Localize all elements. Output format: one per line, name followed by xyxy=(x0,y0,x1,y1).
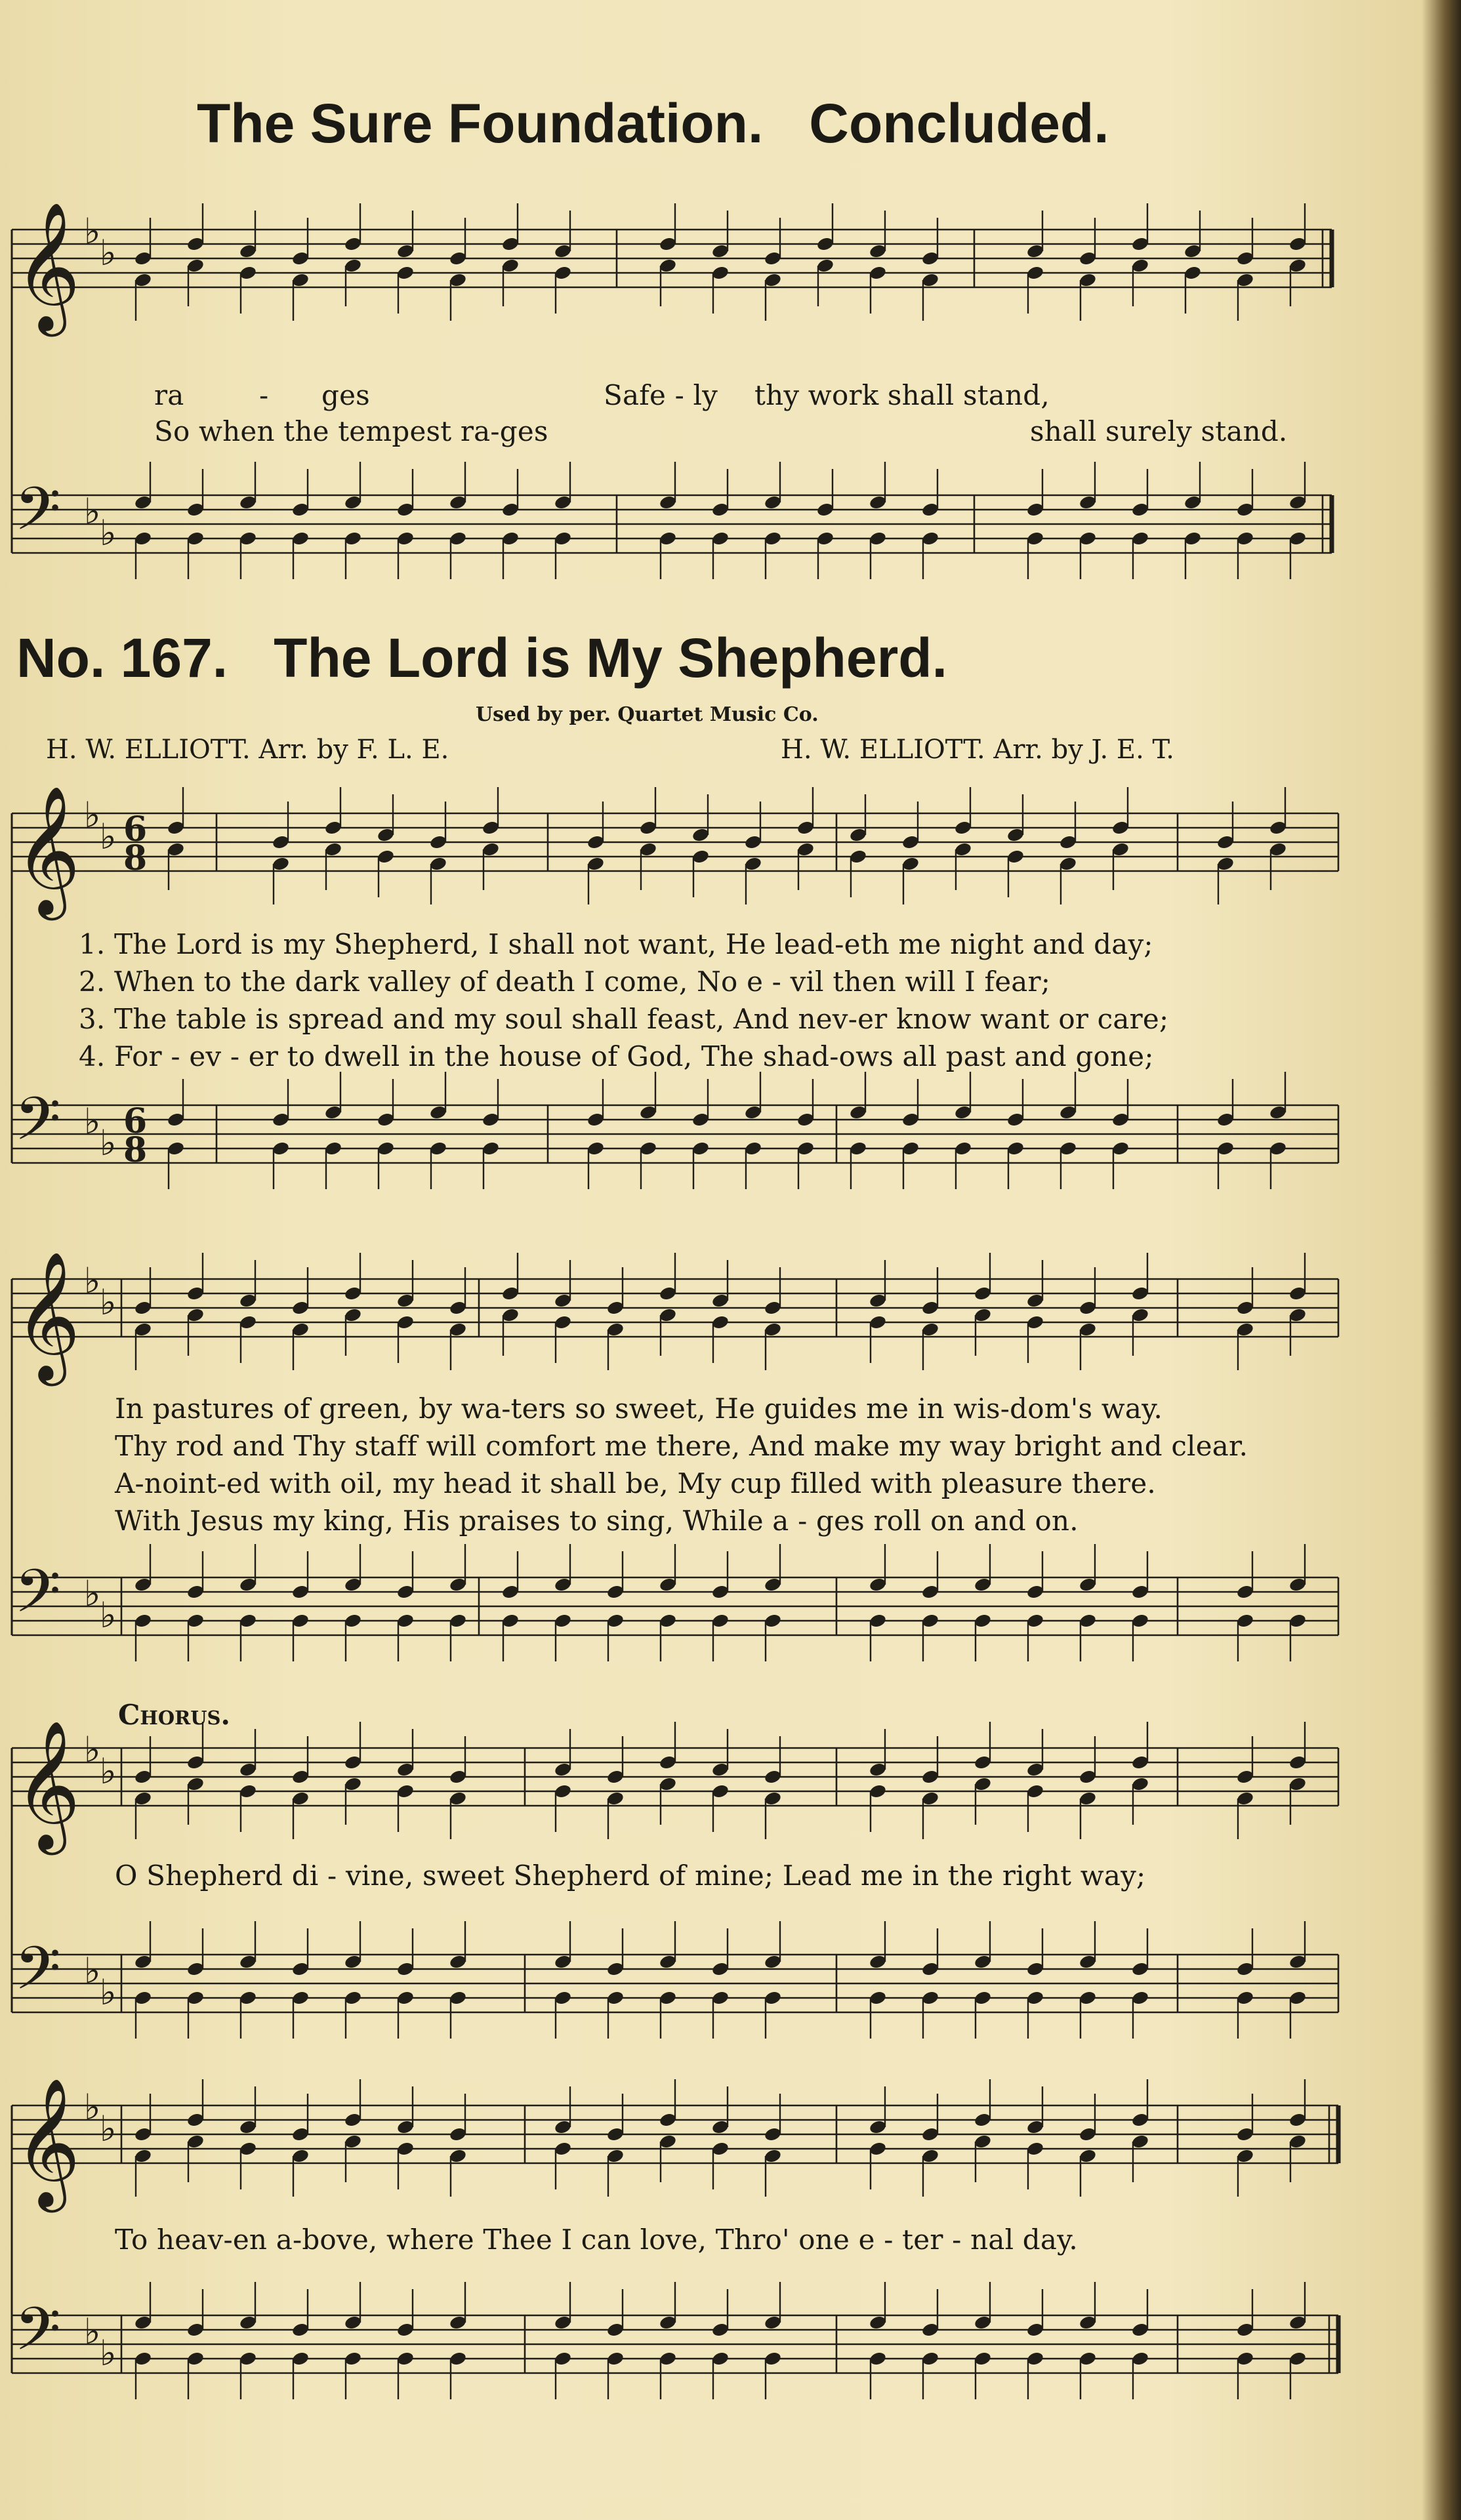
verse-2-line-1: 2. When to the dark valley of death I come, No e - vil then will I fear; xyxy=(79,965,1051,998)
bass-clef-2: 𝄢 xyxy=(14,1556,61,1640)
flat-sign-2t-1: ♭ xyxy=(100,1282,117,1323)
flat-sign-3b-0: ♭ xyxy=(84,1950,101,1991)
music-credit: H. W. ELLIOTT. Arr. by J. E. T. xyxy=(781,735,1175,765)
chorus-label: Chorus. xyxy=(118,1699,231,1731)
verse-3-line-1: 3. The table is spread and my soul shall feast, And nev-er know want or care; xyxy=(79,1003,1169,1035)
flat-sign-0t-0: ♭ xyxy=(84,211,101,252)
concluded-lyric-dash: - xyxy=(259,379,269,411)
flat-sign-3t-0: ♭ xyxy=(84,1729,101,1770)
bass-clef-3: 𝄢 xyxy=(14,1934,61,2018)
verse-4-line-1: 4. For - ev - er to dwell in the house of God, The shad-ows all past and gone; xyxy=(79,1040,1154,1072)
flat-sign-1t-1: ♭ xyxy=(100,816,117,857)
verse-1-line-1: 1. The Lord is my Shepherd, I shall not want, He lead-eth me night and day; xyxy=(79,928,1153,960)
time-signature-digit-1t-0: 6 xyxy=(123,809,148,849)
bass-clef-1: 𝄢 xyxy=(14,1084,61,1168)
staff-1-treble xyxy=(12,813,1338,871)
concluded-lyric-safely: Safe - ly xyxy=(604,379,718,411)
flat-sign-1t-0: ♭ xyxy=(84,794,101,836)
flat-sign-2t-0: ♭ xyxy=(84,1260,101,1301)
flat-sign-0b-1: ♭ xyxy=(100,512,117,554)
hymn-number: No. 167. xyxy=(16,627,228,689)
hymn-heading xyxy=(16,626,947,690)
concluded-title-song: The Sure Foundation. xyxy=(197,92,764,154)
treble-clef-0: 𝄞 xyxy=(14,201,81,331)
verse-4-line-2: With Jesus my king, His praises to sing, While a - ges roll on and on. xyxy=(115,1505,1079,1537)
flat-sign-1b-0: ♭ xyxy=(84,1101,101,1142)
time-signature-digit-1b-1: 8 xyxy=(123,1130,148,1170)
treble-clef-2: 𝄞 xyxy=(14,1251,81,1381)
flat-sign-4t-0: ♭ xyxy=(84,2086,101,2128)
flat-sign-4t-1: ♭ xyxy=(100,2108,117,2149)
time-signature-digit-1b-0: 6 xyxy=(123,1101,148,1141)
time-signature-digit-1t-1: 8 xyxy=(123,838,148,878)
staff-1-bass xyxy=(12,1105,1338,1163)
flat-sign-0t-1: ♭ xyxy=(100,232,117,274)
concluded-lyric-ges: ges xyxy=(321,379,370,411)
hymn-title: The Lord is My Shepherd. xyxy=(274,627,947,689)
concluded-title-label: Concluded. xyxy=(809,92,1109,154)
words-credit: H. W. ELLIOTT. Arr. by F. L. E. xyxy=(46,735,449,765)
verse-1-line-2: In pastures of green, by wa-ters so sweet, He guides me in wis-dom's way. xyxy=(115,1392,1163,1425)
concluded-lyric-tempest: So when the tempest ra-ges xyxy=(154,415,548,447)
flat-sign-3t-1: ♭ xyxy=(100,1751,117,1792)
flat-sign-1b-1: ♭ xyxy=(100,1122,117,1164)
flat-sign-3b-1: ♭ xyxy=(100,1972,117,2013)
chorus-line-2: To heav-en a-bove, where Thee I can love, Thro' one e - ter - nal day. xyxy=(115,2224,1078,2256)
verse-3-line-2: A-noint-ed with oil, my head it shall be, My cup filled with pleasure there. xyxy=(115,1467,1156,1499)
treble-clef-3: 𝄞 xyxy=(14,1720,81,1850)
bass-clef-0: 𝄢 xyxy=(14,474,61,558)
flat-sign-2b-1: ♭ xyxy=(100,1595,117,1636)
chorus-line-1: O Shepherd di - vine, sweet Shepherd of mine; Lead me in the right way; xyxy=(115,1860,1146,1892)
verse-2-line-2: Thy rod and Thy staff will comfort me there, And make my way bright and clear. xyxy=(115,1430,1248,1462)
bass-clef-4: 𝄢 xyxy=(14,2294,61,2378)
concluded-lyric-ra: ra xyxy=(154,379,184,411)
flat-sign-2b-0: ♭ xyxy=(84,1573,101,1614)
flat-sign-0b-0: ♭ xyxy=(84,491,101,532)
treble-clef-1: 𝄞 xyxy=(14,785,81,915)
treble-clef-4: 𝄞 xyxy=(14,2077,81,2207)
concluded-lyric-surely: shall surely stand. xyxy=(1030,415,1288,447)
flat-sign-4b-1: ♭ xyxy=(100,2332,117,2374)
concluded-lyric-stand: thy work shall stand, xyxy=(754,379,1050,411)
flat-sign-4b-0: ♭ xyxy=(84,2311,101,2352)
permission-note: Used by per. Quartet Music Co. xyxy=(476,703,819,726)
